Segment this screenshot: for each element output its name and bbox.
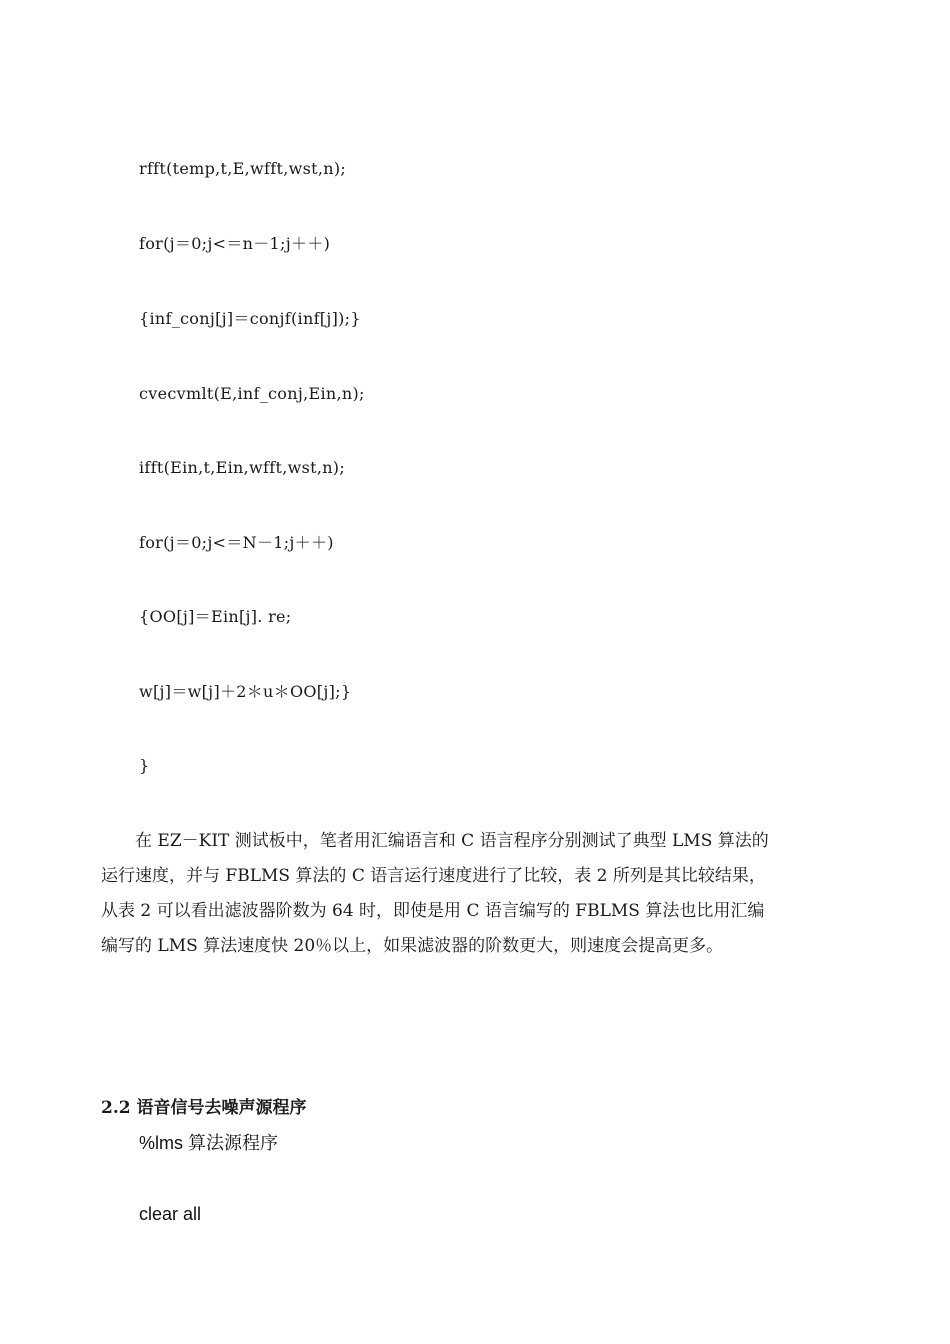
code-line: ifft(Ein,t,Ein,wfft,wst,n); <box>139 458 346 477</box>
paragraph-line: 在 EZ－KIT 测试板中，笔者用汇编语言和 C 语言程序分别测试了典型 LMS 算法的 <box>101 831 769 851</box>
code-line: } <box>139 756 150 775</box>
code-line: cvecvmlt(E,inf_conj,Ein,n); <box>139 384 365 403</box>
matlab-comment-line: %lms 算法源程序 <box>139 1133 278 1153</box>
code-line: {OO[j]＝Ein[j]. re; <box>139 607 292 626</box>
code-line: {inf_conj[j]＝conjf(inf[j]);} <box>139 309 361 328</box>
code-line: rfft(temp,t,E,wfft,wst,n); <box>139 159 347 178</box>
paragraph-line: 从表 2 可以看出滤波器阶数为 64 时，即使是用 C 语言编写的 FBLMS 算法也比用汇编 <box>101 901 765 921</box>
section-heading: 2.2 语音信号去噪声源程序 <box>101 1098 307 1118</box>
matlab-code-line: clear all <box>139 1204 202 1224</box>
body-paragraph <box>101 824 816 964</box>
paragraph-line: 运行速度，并与 FBLMS 算法的 C 语言运行速度进行了比较，表 2 所列是其比较结果， <box>101 866 766 886</box>
code-line: w[j]＝w[j]＋2＊u＊OO[j];} <box>139 682 352 701</box>
paragraph-line: 编写的 LMS 算法速度快 20％以上，如果滤波器的阶数更大，则速度会提高更多。 <box>101 936 724 956</box>
code-line: for(j＝0;j<＝n－1;j＋＋) <box>139 234 331 253</box>
code-line: for(j＝0;j<＝N－1;j＋＋) <box>139 533 334 552</box>
